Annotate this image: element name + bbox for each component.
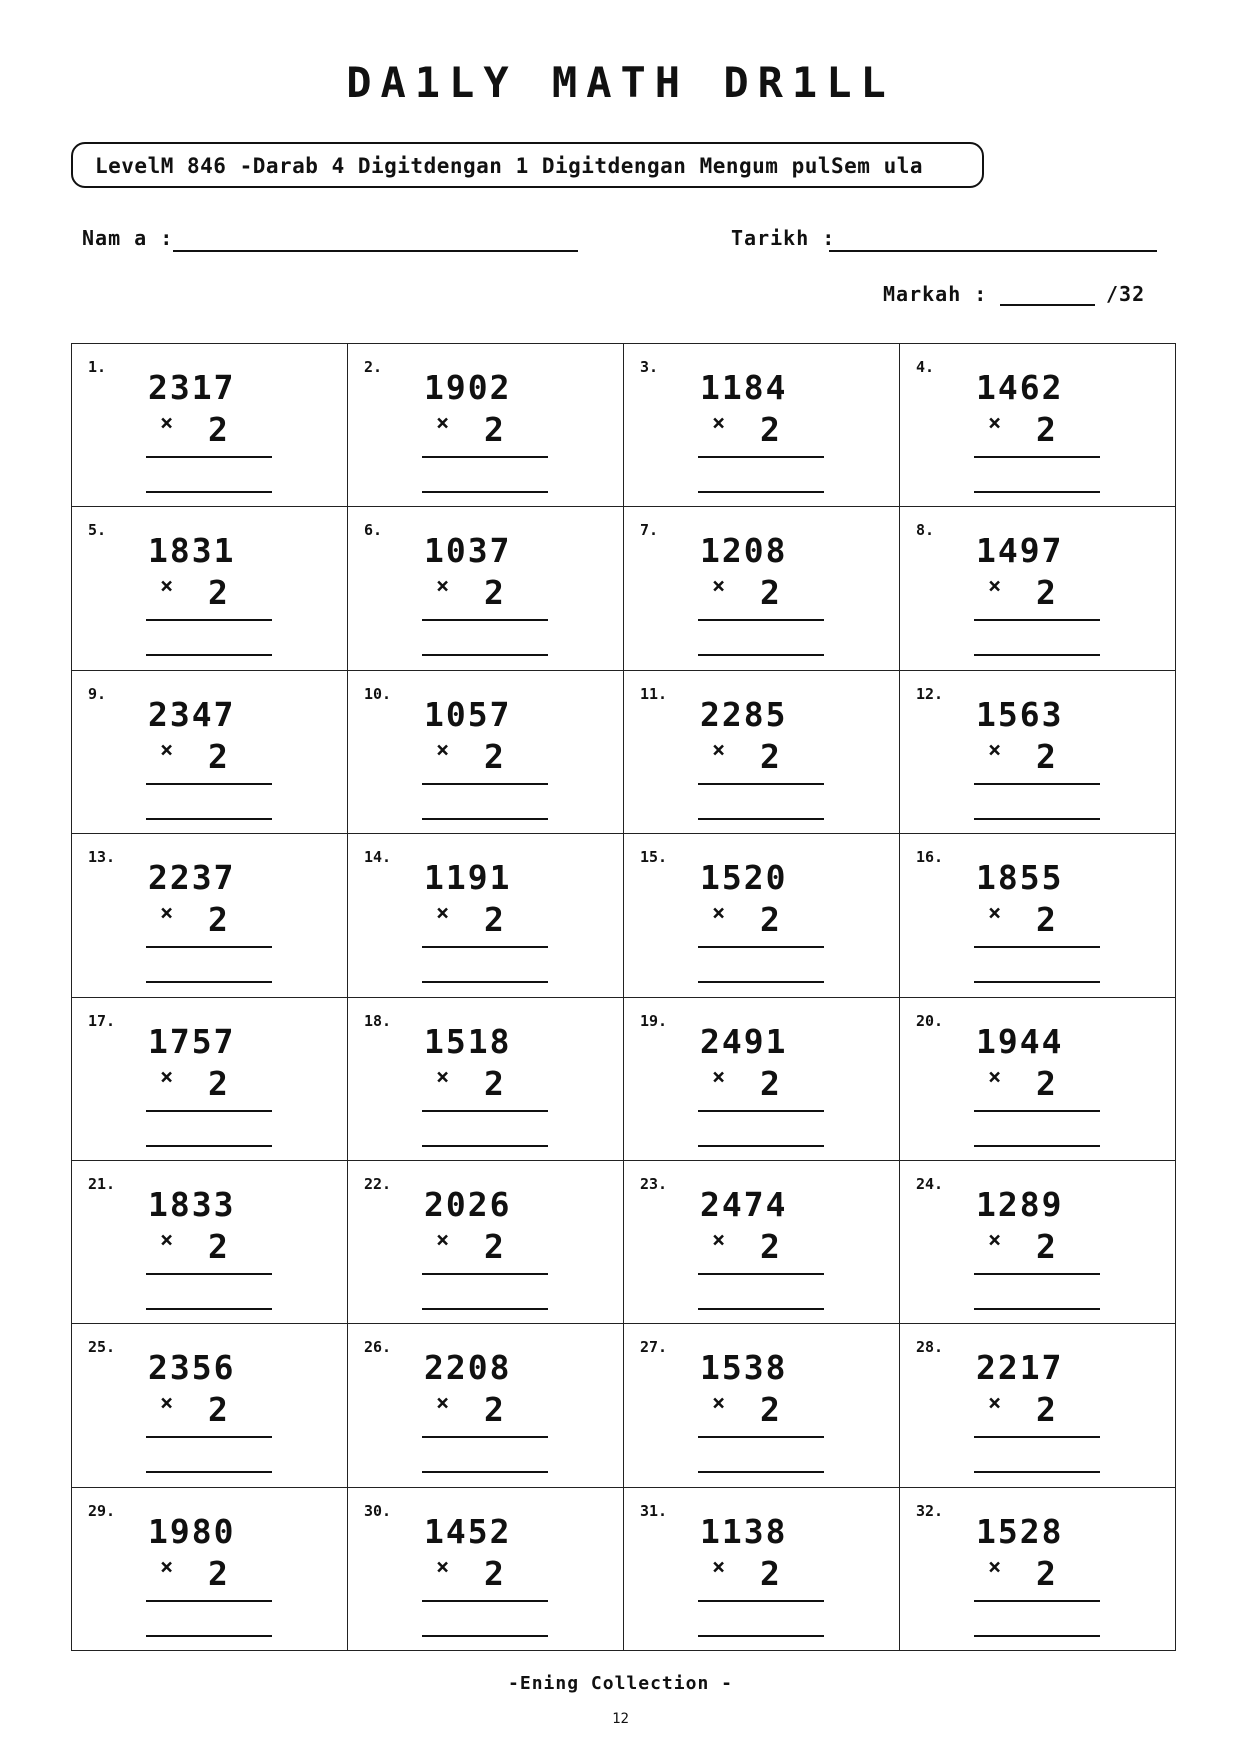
problem-number: 19. [640, 1011, 668, 1030]
multiplier: 2 [484, 1390, 504, 1430]
answer-line[interactable] [698, 1635, 824, 1637]
multiplier: 2 [760, 1063, 780, 1103]
multiplier: 2 [760, 410, 780, 449]
problem-number: 1. [88, 358, 107, 376]
multiply-sign: × [436, 411, 450, 436]
problem-cell [624, 1324, 900, 1487]
problem-cell [624, 834, 900, 997]
page-number: 12 [612, 1711, 629, 1727]
multiply-sign: × [988, 574, 1002, 600]
problem-number: 17. [88, 1011, 116, 1030]
problem-cell [348, 834, 624, 997]
problem-cell [72, 834, 348, 997]
multiplicand: 1980 [148, 1511, 236, 1551]
problem-grid [71, 343, 1176, 1651]
problem-cell [72, 671, 348, 834]
multiply-sign: × [712, 901, 726, 927]
answer-line[interactable] [422, 491, 548, 493]
multiplier: 2 [484, 900, 504, 940]
answer-line[interactable] [698, 1471, 824, 1473]
multiplier: 2 [484, 410, 504, 449]
problem-cell [72, 344, 348, 507]
multiplicand: 1944 [976, 1021, 1064, 1061]
name-line[interactable] [173, 250, 578, 252]
answer-line[interactable] [698, 981, 824, 983]
problem-rule [146, 1600, 272, 1602]
problem-number: 25. [88, 1338, 116, 1357]
problem-rule [146, 1110, 272, 1112]
multiply-sign: × [712, 1227, 726, 1253]
multiply-sign: × [436, 1064, 450, 1090]
multiplicand: 1902 [424, 368, 512, 407]
multiplicand: 1289 [976, 1184, 1064, 1224]
answer-line[interactable] [422, 1635, 548, 1637]
problem-cell [900, 507, 1176, 670]
multiplier: 2 [760, 1390, 780, 1430]
multiplicand: 1057 [424, 694, 512, 734]
multiply-sign: × [436, 1227, 450, 1253]
problem-number: 20. [916, 1011, 944, 1030]
problem-number: 29. [88, 1501, 116, 1520]
problem-rule [422, 946, 548, 948]
problem-rule [422, 1600, 548, 1602]
multiply-sign: × [712, 574, 726, 600]
answer-line[interactable] [698, 818, 824, 820]
problem-cell [72, 1161, 348, 1324]
answer-line[interactable] [974, 818, 1100, 820]
answer-line[interactable] [146, 1145, 272, 1147]
name-label: Nam a : [82, 226, 174, 250]
multiply-sign: × [436, 574, 450, 600]
problem-number: 31. [640, 1501, 668, 1520]
answer-line[interactable] [146, 654, 272, 656]
problem-number: 15. [640, 848, 668, 867]
multiplier: 2 [484, 1553, 504, 1593]
problem-cell [624, 344, 900, 507]
multiplier: 2 [484, 573, 504, 613]
footer-credit: -Ening Collection - [508, 1673, 733, 1694]
problem-rule [698, 1436, 824, 1438]
problem-number: 23. [640, 1174, 668, 1193]
multiplier: 2 [208, 1390, 228, 1430]
answer-line[interactable] [146, 981, 272, 983]
problem-rule [422, 619, 548, 621]
multiplicand: 2237 [148, 858, 236, 898]
answer-line[interactable] [974, 1471, 1100, 1473]
answer-line[interactable] [422, 1308, 548, 1310]
problem-rule [422, 783, 548, 785]
answer-line[interactable] [974, 491, 1100, 493]
multiply-sign: × [712, 1064, 726, 1090]
problem-number: 7. [640, 521, 659, 540]
answer-line[interactable] [146, 1635, 272, 1637]
problem-number: 6. [364, 521, 383, 540]
problem-cell [72, 507, 348, 670]
answer-line[interactable] [974, 981, 1100, 983]
problem-number: 10. [364, 684, 392, 703]
problem-number: 30. [364, 1501, 392, 1520]
multiplier: 2 [208, 573, 228, 613]
multiply-sign: × [160, 901, 174, 927]
multiplicand: 1184 [700, 368, 788, 407]
multiplicand: 1528 [976, 1511, 1064, 1551]
multiplicand: 1757 [148, 1021, 236, 1061]
problem-rule [146, 1273, 272, 1275]
answer-line[interactable] [422, 981, 548, 983]
problem-cell [72, 1488, 348, 1651]
problem-rule [974, 946, 1100, 948]
multiplicand: 1563 [976, 694, 1064, 734]
multiplier: 2 [760, 573, 780, 613]
multiplicand: 1208 [700, 531, 788, 571]
page-title: DA1LY MATH DR1LL [346, 58, 895, 107]
problem-rule [974, 619, 1100, 621]
multiplicand: 2217 [976, 1348, 1064, 1388]
answer-line[interactable] [974, 1635, 1100, 1637]
problem-cell [624, 998, 900, 1161]
problem-rule [974, 1273, 1100, 1275]
multiplier: 2 [208, 900, 228, 940]
multiplicand: 1833 [148, 1184, 236, 1224]
problem-rule [974, 456, 1100, 458]
problem-rule [146, 1436, 272, 1438]
score-line[interactable] [1000, 304, 1095, 306]
score-label: Markah : [883, 282, 988, 306]
multiply-sign: × [988, 1227, 1002, 1253]
problem-number: 13. [88, 848, 116, 867]
multiplicand: 2026 [424, 1184, 512, 1224]
multiplicand: 2356 [148, 1348, 236, 1388]
problem-number: 21. [88, 1174, 116, 1193]
problem-rule [974, 783, 1100, 785]
answer-line[interactable] [698, 1145, 824, 1147]
multiplier: 2 [760, 1226, 780, 1266]
date-label: Tarikh : [731, 226, 836, 250]
problem-rule [698, 1600, 824, 1602]
answer-line[interactable] [698, 1308, 824, 1310]
problem-cell [348, 1324, 624, 1487]
problem-cell [72, 1324, 348, 1487]
problem-number: 27. [640, 1338, 668, 1357]
date-line[interactable] [829, 250, 1157, 252]
problem-number: 8. [916, 521, 935, 540]
multiplier: 2 [760, 900, 780, 940]
multiply-sign: × [160, 1064, 174, 1090]
multiplier: 2 [1036, 410, 1056, 449]
problem-cell [900, 344, 1176, 507]
answer-line[interactable] [146, 491, 272, 493]
problem-cell [624, 1488, 900, 1651]
multiplier: 2 [208, 1553, 228, 1593]
answer-line[interactable] [974, 1308, 1100, 1310]
multiply-sign: × [160, 737, 174, 763]
multiplicand: 1855 [976, 858, 1064, 898]
problem-rule [146, 619, 272, 621]
answer-line[interactable] [974, 654, 1100, 656]
problem-number: 24. [916, 1174, 944, 1193]
problem-number: 28. [916, 1338, 944, 1357]
multiply-sign: × [160, 1227, 174, 1253]
multiplicand: 1462 [976, 368, 1064, 407]
problem-rule [698, 1273, 824, 1275]
answer-line[interactable] [698, 491, 824, 493]
problem-cell [900, 1324, 1176, 1487]
multiplicand: 1497 [976, 531, 1064, 571]
multiplicand: 1518 [424, 1021, 512, 1061]
answer-line[interactable] [422, 818, 548, 820]
problem-number: 32. [916, 1501, 944, 1520]
multiplicand: 2208 [424, 1348, 512, 1388]
multiplier: 2 [1036, 900, 1056, 940]
multiplicand: 1831 [148, 531, 236, 571]
multiplicand: 1138 [700, 1511, 788, 1551]
multiply-sign: × [160, 1391, 174, 1417]
multiplier: 2 [208, 1063, 228, 1103]
problem-rule [974, 1110, 1100, 1112]
multiplicand: 1191 [424, 858, 512, 898]
multiply-sign: × [160, 1554, 174, 1580]
answer-line[interactable] [422, 1471, 548, 1473]
problem-number: 22. [364, 1174, 392, 1193]
problem-rule [146, 456, 272, 458]
problem-cell [348, 1161, 624, 1324]
answer-line[interactable] [974, 1145, 1100, 1147]
answer-line[interactable] [146, 818, 272, 820]
answer-line[interactable] [698, 654, 824, 656]
multiplier: 2 [1036, 1226, 1056, 1266]
multiplier: 2 [1036, 1390, 1056, 1430]
problem-rule [422, 1273, 548, 1275]
multiply-sign: × [988, 1064, 1002, 1090]
multiplicand: 1520 [700, 858, 788, 898]
multiply-sign: × [988, 411, 1002, 436]
multiplicand: 2491 [700, 1021, 788, 1061]
problem-rule [422, 1110, 548, 1112]
multiplier: 2 [1036, 1553, 1056, 1593]
problem-rule [974, 1436, 1100, 1438]
problem-number: 16. [916, 848, 944, 867]
multiplier: 2 [484, 1063, 504, 1103]
multiply-sign: × [988, 901, 1002, 927]
problem-number: 11. [640, 684, 668, 703]
multiplier: 2 [1036, 1063, 1056, 1103]
problem-number: 3. [640, 358, 659, 376]
score-total: /32 [1106, 282, 1146, 306]
problem-cell [348, 671, 624, 834]
problem-number: 4. [916, 358, 935, 376]
multiplier: 2 [1036, 573, 1056, 613]
multiplier: 2 [208, 1226, 228, 1266]
multiply-sign: × [160, 574, 174, 600]
multiplicand: 2285 [700, 694, 788, 734]
problem-rule [422, 456, 548, 458]
problem-number: 26. [364, 1338, 392, 1357]
problem-number: 12. [916, 684, 944, 703]
problem-cell [72, 998, 348, 1161]
multiply-sign: × [988, 1391, 1002, 1417]
problem-rule [698, 456, 824, 458]
problem-cell [624, 1161, 900, 1324]
multiplier: 2 [760, 1553, 780, 1593]
problem-number: 5. [88, 521, 107, 540]
multiply-sign: × [712, 411, 726, 436]
problem-rule [698, 946, 824, 948]
problem-rule [698, 619, 824, 621]
multiplicand: 2474 [700, 1184, 788, 1224]
problem-cell [900, 1488, 1176, 1651]
level-description-box: LevelM 846 -Darab 4 Digitdengan 1 Digitdengan Mengum pulSem ula [71, 142, 984, 188]
problem-cell [624, 671, 900, 834]
problem-rule [974, 1600, 1100, 1602]
multiply-sign: × [712, 1391, 726, 1417]
problem-cell [900, 671, 1176, 834]
problem-cell [900, 998, 1176, 1161]
multiplier: 2 [1036, 736, 1056, 776]
multiplicand: 2347 [148, 694, 236, 734]
multiplicand: 1452 [424, 1511, 512, 1551]
multiplicand: 1538 [700, 1348, 788, 1388]
answer-line[interactable] [146, 1471, 272, 1473]
problem-rule [146, 946, 272, 948]
problem-number: 2. [364, 358, 383, 376]
answer-line[interactable] [422, 1145, 548, 1147]
multiply-sign: × [712, 737, 726, 763]
problem-cell [624, 507, 900, 670]
problem-rule [422, 1436, 548, 1438]
multiplicand: 2317 [148, 368, 236, 407]
multiply-sign: × [436, 901, 450, 927]
problem-number: 9. [88, 684, 107, 703]
problem-cell [348, 1488, 624, 1651]
multiplier: 2 [484, 1226, 504, 1266]
answer-line[interactable] [422, 654, 548, 656]
multiplier: 2 [760, 736, 780, 776]
problem-cell [900, 1161, 1176, 1324]
multiply-sign: × [988, 737, 1002, 763]
multiply-sign: × [988, 1554, 1002, 1580]
multiply-sign: × [712, 1554, 726, 1580]
problem-cell [348, 344, 624, 507]
multiply-sign: × [436, 737, 450, 763]
multiplier: 2 [208, 736, 228, 776]
problem-rule [698, 783, 824, 785]
multiply-sign: × [436, 1391, 450, 1417]
problem-cell [348, 998, 624, 1161]
problem-cell [348, 507, 624, 670]
multiplier: 2 [208, 410, 228, 449]
multiply-sign: × [160, 411, 174, 436]
problem-number: 14. [364, 848, 392, 867]
multiplier: 2 [484, 736, 504, 776]
answer-line[interactable] [146, 1308, 272, 1310]
problem-rule [146, 783, 272, 785]
multiply-sign: × [436, 1554, 450, 1580]
problem-cell [900, 834, 1176, 997]
problem-number: 18. [364, 1011, 392, 1030]
multiplicand: 1037 [424, 531, 512, 571]
problem-rule [698, 1110, 824, 1112]
